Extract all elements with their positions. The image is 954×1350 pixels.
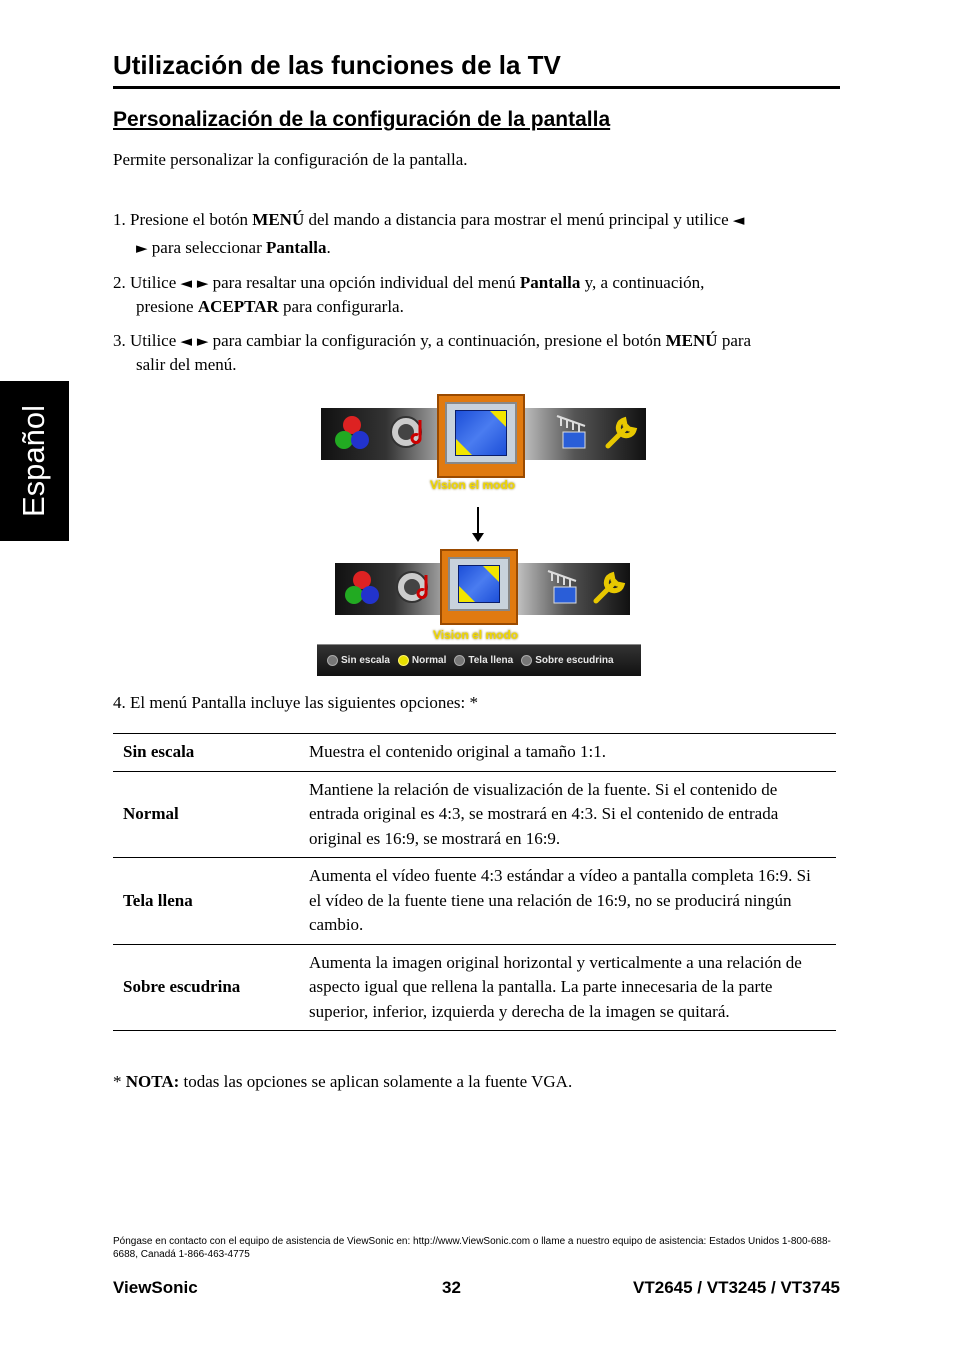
option-description: Aumenta el vídeo fuente 4:3 estándar a vídeo a pantalla completa 16:9. Si el vídeo de la fuente tiene una relación de 16:9, no se producirá ningún cambio. xyxy=(299,858,836,945)
option-normal xyxy=(398,655,446,666)
screen-icon xyxy=(437,394,525,478)
option-label: Normal xyxy=(411,655,447,666)
title-rule xyxy=(113,86,840,89)
option-label: Sobre escudrina xyxy=(535,655,614,666)
footer-models: VT2645 / VT3245 / VT3745 xyxy=(633,1278,840,1297)
section-heading: Personalización de la configuración de la pantalla xyxy=(113,108,611,131)
step-keyword: MENÚ xyxy=(665,331,718,350)
step-keyword: Pantalla xyxy=(519,273,581,292)
language-tab xyxy=(0,381,69,541)
step-3 xyxy=(113,329,840,376)
options-table xyxy=(113,733,836,1031)
option-label: Sin escala xyxy=(341,655,390,666)
step-number: 2. xyxy=(113,273,126,292)
step-text: del mando a distancia para mostrar el menú principal y utilice xyxy=(304,210,733,229)
step-text: y, a continuación, xyxy=(580,273,705,292)
table-row xyxy=(113,771,836,858)
step-text: Utilice xyxy=(125,331,181,350)
intro-text: Permite personalizar la configuración de la pantalla. xyxy=(113,150,468,169)
note-marker: * xyxy=(113,1072,126,1091)
left-right-arrows-icon: ◄ ► xyxy=(180,332,209,350)
footer-brand: ViewSonic xyxy=(113,1278,198,1297)
page-number: 32 xyxy=(442,1278,461,1297)
left-arrow-icon: ◄ xyxy=(732,211,745,229)
option-term: Sin escala xyxy=(113,734,299,772)
table-row xyxy=(113,944,836,1031)
step-text: para cambiar la configuración y, a continuación, presione el botón xyxy=(208,331,666,350)
wrench-icon xyxy=(590,567,630,607)
step-text: para xyxy=(717,331,752,350)
step-text: . xyxy=(326,238,331,257)
step-keyword: MENÚ xyxy=(252,210,305,229)
color-balls-icon xyxy=(332,412,372,452)
arrow-down-icon xyxy=(472,533,484,542)
speaker-icon xyxy=(394,567,434,607)
language-tab-label: Español xyxy=(16,404,52,518)
left-right-arrows-icon: ◄ ► xyxy=(180,274,209,292)
step-text: para resaltar una opción individual del menú xyxy=(208,273,520,292)
step-keyword: Pantalla xyxy=(266,238,327,257)
table-row xyxy=(113,858,836,945)
option-term: Normal xyxy=(113,771,299,858)
step-1 xyxy=(113,208,840,260)
radio-dot-icon xyxy=(454,655,465,666)
radio-dot-icon xyxy=(521,655,532,666)
note-text: todas las opciones se aplican solamente a la fuente VGA. xyxy=(179,1072,573,1091)
options-bar xyxy=(317,644,641,676)
radio-dot-selected-icon xyxy=(398,655,409,666)
step-text: salir del menú. xyxy=(136,355,237,374)
note xyxy=(113,1070,840,1093)
step-4: 4. El menú Pantalla incluye las siguientes opciones: * xyxy=(113,693,478,712)
option-sin-escala xyxy=(327,655,390,666)
option-sobre-escudrina xyxy=(521,655,613,666)
option-description: Mantiene la relación de visualización de la fuente. Si el contenido de entrada original es 4:3, se mostrará en 4:3. Si el contenido de entrada original es 16:9, se mostrará en 16:9. xyxy=(299,771,836,858)
screen-icon xyxy=(440,549,518,625)
speaker-icon xyxy=(388,412,428,452)
step-text: para configurarla. xyxy=(278,297,404,316)
step-text: para seleccionar xyxy=(147,238,266,257)
wrench-icon xyxy=(602,412,642,452)
step-keyword: ACEPTAR xyxy=(197,297,279,316)
step-2 xyxy=(113,271,840,318)
color-balls-icon xyxy=(342,567,382,607)
option-term: Tela llena xyxy=(113,858,299,945)
option-description: Aumenta la imagen original horizontal y verticalmente a una relación de aspecto igual que rellena la pantalla. La parte innecesaria de la parte superior, inferior, izquierda y derecha de la imagen se quitará. xyxy=(299,944,836,1031)
option-tela-llena xyxy=(454,655,513,666)
right-arrow-icon: ► xyxy=(136,239,148,257)
antenna-icon xyxy=(551,412,591,452)
option-description: Muestra el contenido original a tamaño 1:1. xyxy=(299,734,836,772)
menu-label: Vision el modo xyxy=(433,628,519,642)
option-label: Tela llena xyxy=(468,655,514,666)
note-label: NOTA: xyxy=(125,1072,180,1091)
footer-contact: Póngase en contacto con el equipo de asistencia de ViewSonic en: http://www.ViewSonic.com o llame a nuestro equipo de asistencia: Estados Unidos 1-800-688-6688, Canadá 1-866-463-4775 xyxy=(113,1236,831,1260)
table-row xyxy=(113,734,836,772)
step-text: Utilice xyxy=(125,273,181,292)
step-number: 3. xyxy=(113,331,126,350)
page-title: Utilización de las funciones de la TV xyxy=(113,50,561,80)
antenna-icon xyxy=(542,567,582,607)
step-text: Presione el botón xyxy=(125,210,253,229)
option-term: Sobre escudrina xyxy=(113,944,299,1031)
menu-label: Vision el modo xyxy=(430,478,516,492)
step-text: presione xyxy=(136,297,198,316)
radio-dot-icon xyxy=(327,655,338,666)
step-number: 1. xyxy=(113,210,126,229)
flow-arrow xyxy=(477,507,479,536)
